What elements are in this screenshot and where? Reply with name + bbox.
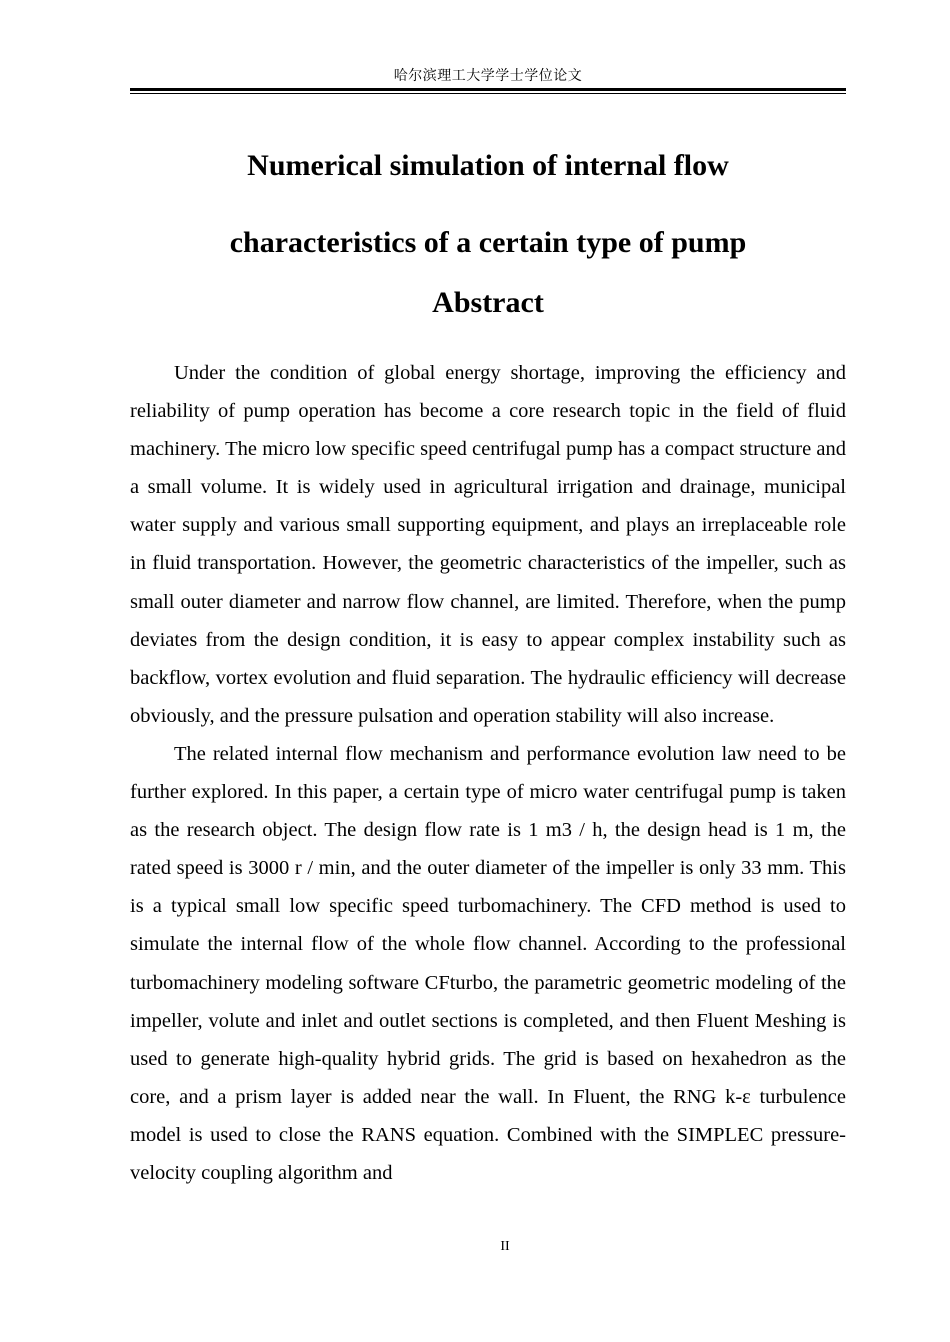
abstract-paragraph-2: The related internal flow mechanism and performance evolution law need to be further explored. In this paper, a certain type of micro water centrifugal pump is taken as the research object. The design flow rate is 1 m3 / h, the design head is 1 m, the rated speed is 3000 r / min, and the outer diameter of the impeller is only 33 mm. This is a typical small low specific speed turbomachinery. The CFD method is used to simulate the internal flow of the whole flow channel. According to the professional turbomachinery modeling software CFturbo, the parametric geometric modeling of the impeller, volute and inlet and outlet sections is completed, and then Fluent Meshing is used to generate high-quality hybrid grids. The grid is based on hexahedron as the core, and a prism layer is added near the wall. In Fluent, the RNG k-ε turbulence model is used to close the RANS equation. Combined with the SIMPLEC pressure-velocity coupling algorithm and — [130, 742, 846, 1184]
abstract-body — [130, 354, 846, 1192]
running-header: 哈尔滨理工大学学士学位论文 — [393, 68, 583, 84]
abstract-heading: Abstract — [432, 286, 544, 319]
header-rule-thick — [130, 88, 846, 91]
paper-title-line-2: characteristics of a certain type of pump — [229, 226, 747, 259]
page-number: II — [500, 1239, 510, 1254]
paper-title-line-1: Numerical simulation of internal flow — [247, 149, 729, 182]
paper-title — [130, 127, 846, 281]
abstract-paragraph-1: Under the condition of global energy shortage, improving the efficiency and reliability of pump operation has become a core research topic in the field of fluid machinery. The micro low specific speed centrifugal pump has a compact structure and a small volume. It is widely used in agricultural irrigation and drainage, municipal water supply and various small supporting equipment, and plays an irreplaceable role in fluid transportation. However, the geometric characteristics of the impeller, such as small outer diameter and narrow flow channel, are limited. Therefore, when the pump deviates from the design condition, it is easy to appear complex instability such as backflow, vortex evolution and fluid separation. The hydraulic efficiency will decrease obviously, and the pressure pulsation and operation stability will also increase. — [130, 362, 846, 727]
header-rule-thin — [130, 93, 846, 94]
